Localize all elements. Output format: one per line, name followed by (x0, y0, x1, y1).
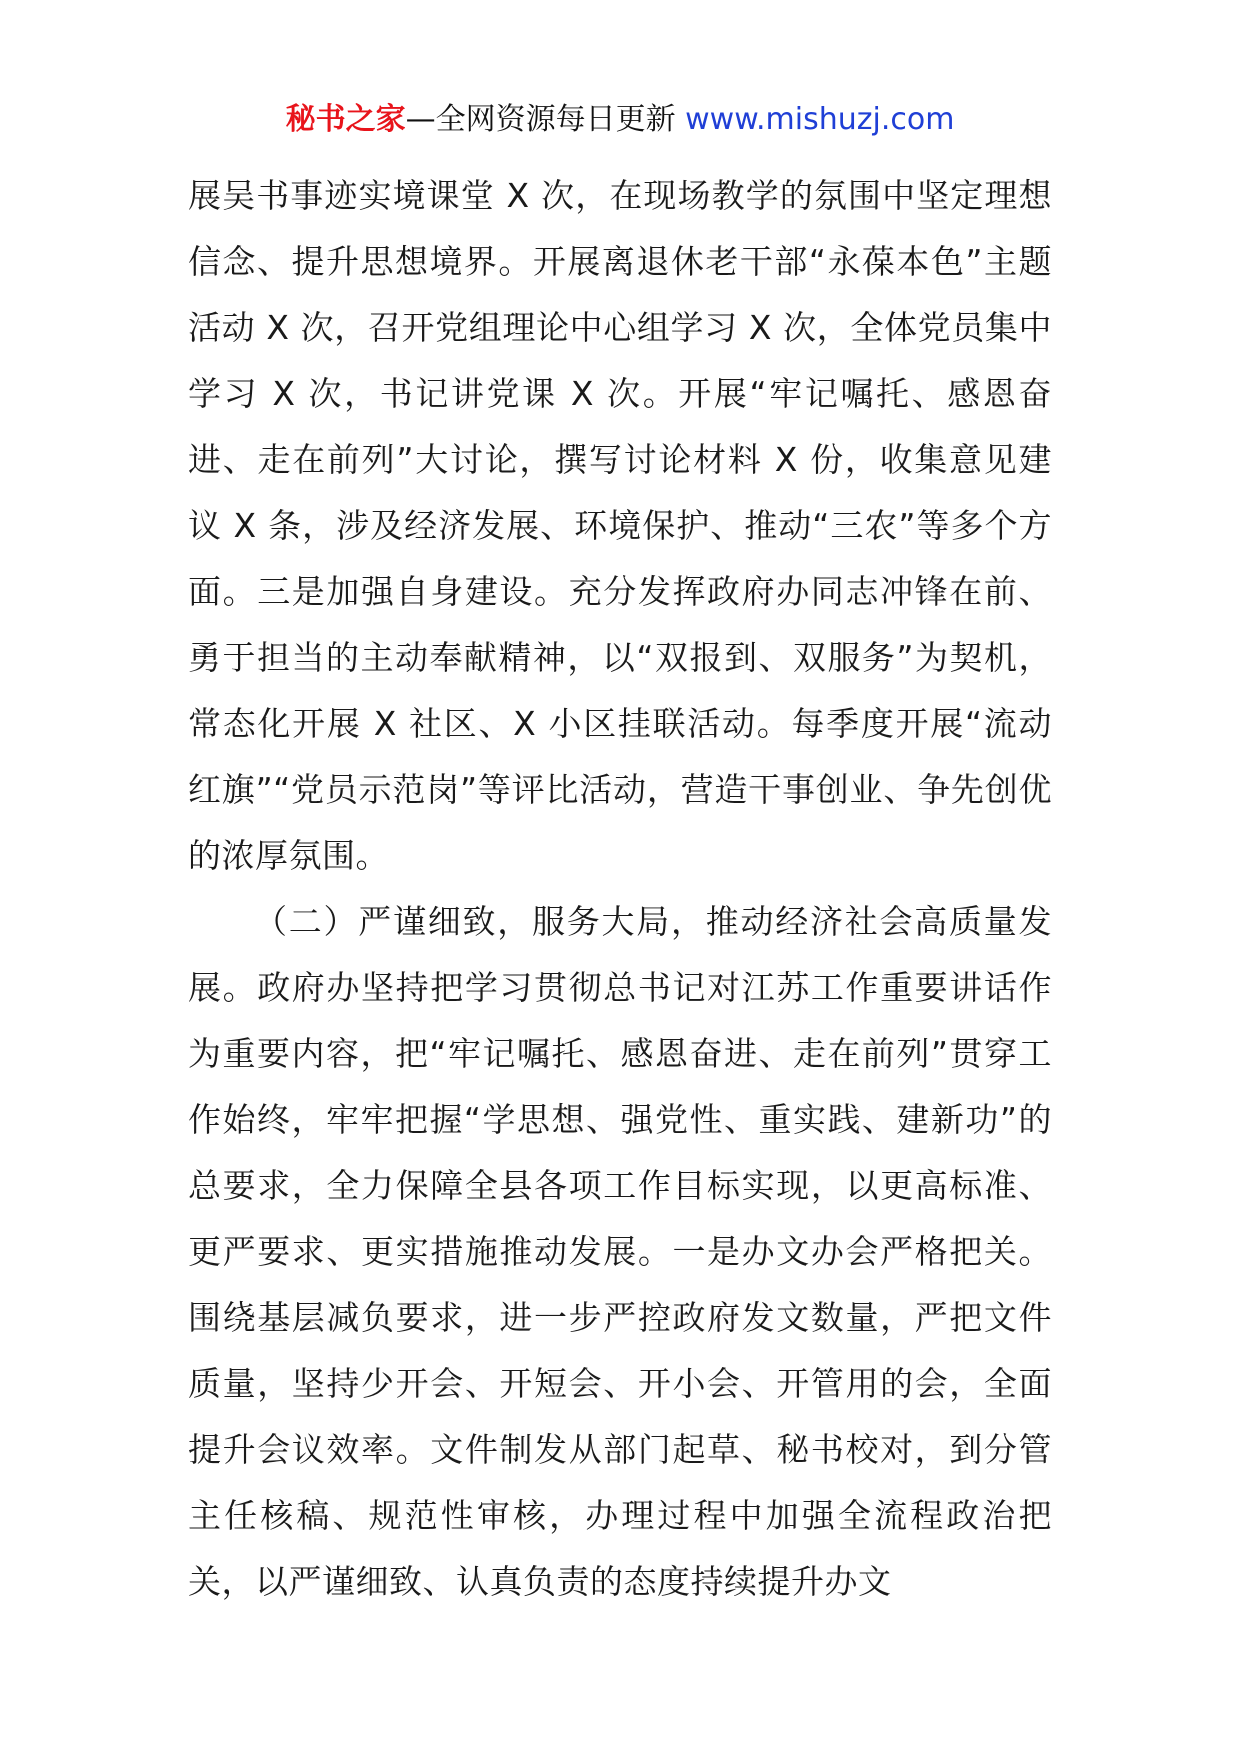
body-paragraph: （二）严谨细致，服务大局，推动经济社会高质量发展。政府办坚持把学习贯彻总书记对江苏工作重要讲话作为重要内容，把“牢记嘱托、感恩奋进、走在前列”贯穿工作始终，牢牢把握“学思想、强党性、重实践、建新功”的总要求，全力保障全县各项工作目标实现，以更高标准、更严要求、更实措施推动发展。一是办文办会严格把关。围绕基层减负要求，进一步严控政府发文数量，严把文件质量，坚持少开会、开短会、开小会、开管用的会，全面提升会议效率。文件制发从部门起草、秘书校对，到分管主任核稿、规范性审核，办理过程中加强全流程政治把关，以严谨细致、认真负责的态度持续提升办文 (188, 902, 1052, 1601)
site-url-link[interactable]: www.mishuzj.com (685, 102, 955, 137)
header-tagline: —全网资源每日更新 (405, 102, 686, 137)
site-header (0, 100, 1240, 140)
brand-name: 秘书之家 (285, 102, 406, 137)
document-body (188, 163, 1052, 1615)
body-paragraph: 展吴书事迹实境课堂 X 次，在现场教学的氛围中坚定理想信念、提升思想境界。开展离退休老干部“永葆本色”主题活动 X 次，召开党组理论中心组学习 X 次，全体党员集中学习 X 次，书记讲党课 X 次。开展“牢记嘱托、感恩奋进、走在前列”大讨论，撰写讨论材料 X 份，收集意见建议 X 条，涉及经济发展、环境保护、推动“三农”等多个方面。三是加强自身建设。充分发挥政府办同志冲锋在前、勇于担当的主动奉献精神，以“双报到、双服务”为契机，常态化开展 X 社区、X 小区挂联活动。每季度开展“流动红旗”“党员示范岗”等评比活动，营造干事创业、争先创优的浓厚氛围。 (188, 176, 1052, 875)
